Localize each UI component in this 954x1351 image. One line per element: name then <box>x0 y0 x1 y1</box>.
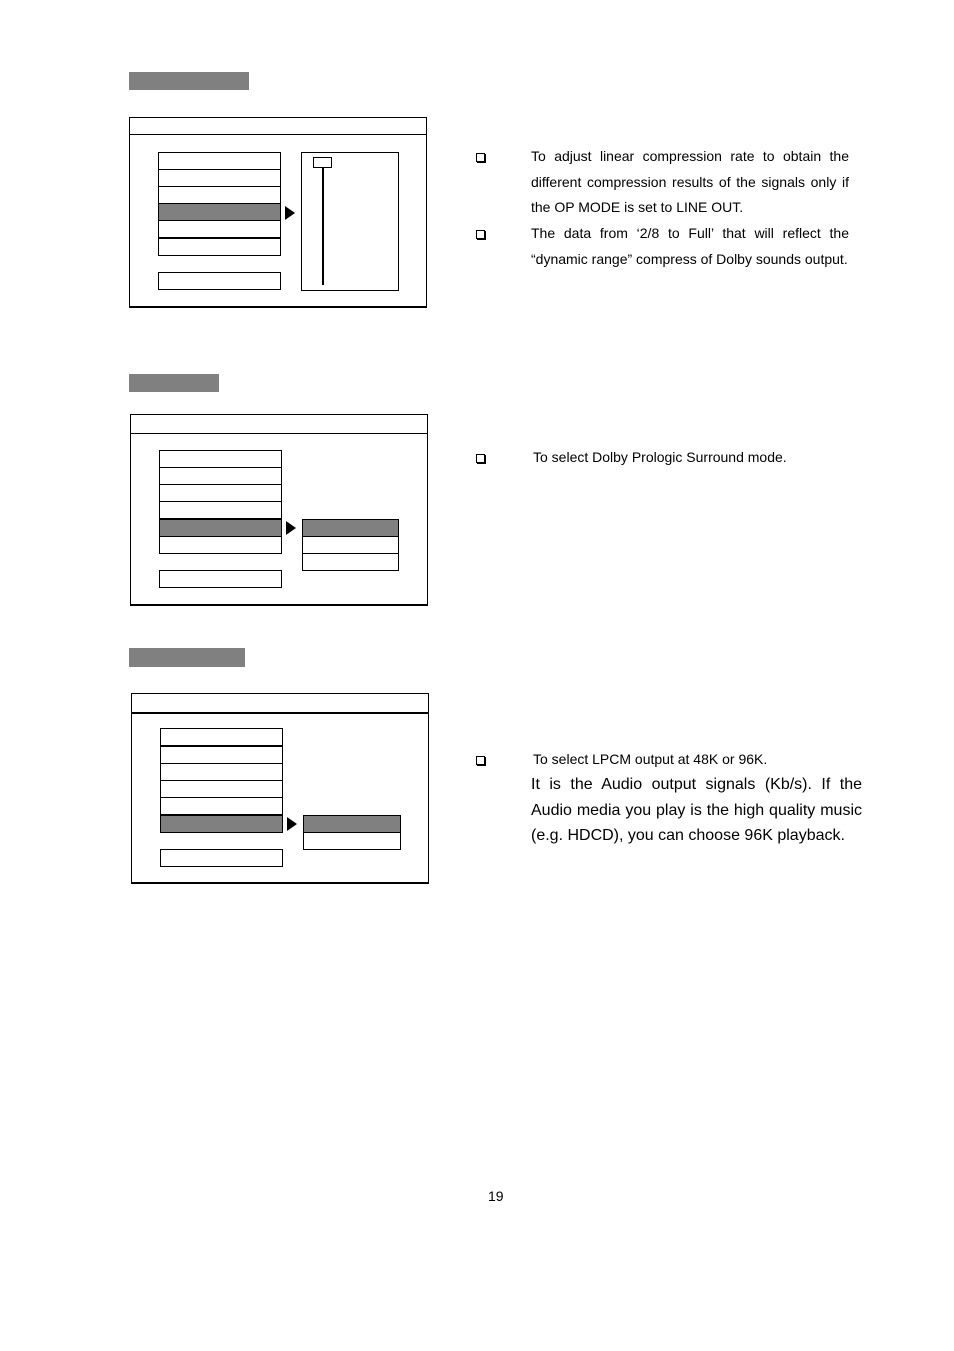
note-text: It is the Audio output signals (Kb/s). If the Audio media you play is the high quality music (e.g. HDCD), you can choose 96K playback. <box>531 776 862 844</box>
bullet-text: The data from ‘2/8 to Full’ that will reflect the “dynamic range” compress of Dolby sounds output. <box>531 225 849 267</box>
menu-item[interactable] <box>159 484 282 502</box>
menu-item[interactable] <box>158 238 281 256</box>
checkbox-bullet-icon <box>476 454 485 463</box>
checkbox-bullet-icon <box>476 230 485 239</box>
menu-exit-item[interactable] <box>158 272 281 290</box>
osd-menu-title-bar <box>132 694 428 714</box>
compression-slider-panel <box>301 152 399 291</box>
section-heading-bar <box>129 72 249 90</box>
menu-item[interactable] <box>160 728 283 746</box>
section-heading-bar <box>129 374 219 392</box>
selection-arrow-icon <box>286 521 296 535</box>
menu-item[interactable] <box>160 780 283 798</box>
submenu-option-selected[interactable] <box>303 815 401 833</box>
menu-item[interactable] <box>158 220 281 238</box>
menu-item-selected[interactable] <box>159 519 282 537</box>
selection-arrow-icon <box>285 206 295 220</box>
menu-item[interactable] <box>160 746 283 764</box>
section-heading-bar <box>129 648 245 667</box>
slider-track <box>322 163 324 285</box>
menu-item[interactable] <box>160 763 283 781</box>
menu-item[interactable] <box>159 536 282 554</box>
menu-item[interactable] <box>160 797 283 815</box>
osd-menu-title-bar <box>131 415 427 434</box>
slider-handle[interactable] <box>313 157 332 168</box>
osd-menu-frame <box>129 117 427 308</box>
bullet-text: To select LPCM output at 48K or 96K. <box>533 751 768 767</box>
checkbox-bullet-icon <box>476 153 485 162</box>
bullet-text: To select Dolby Prologic Surround mode. <box>533 449 787 465</box>
submenu-option[interactable] <box>302 553 399 571</box>
menu-item[interactable] <box>159 467 282 485</box>
bullet-text: To adjust linear compression rate to obtain the different compression results of the signals only if the OP MODE is set to LINE OUT. <box>531 148 849 215</box>
selection-arrow-icon <box>287 817 297 831</box>
submenu-option[interactable] <box>302 536 399 554</box>
checkbox-bullet-icon <box>476 756 485 765</box>
osd-menu-frame <box>131 693 429 884</box>
menu-item[interactable] <box>158 152 281 170</box>
osd-menu-title-bar <box>130 118 426 135</box>
menu-item-selected[interactable] <box>158 203 281 221</box>
page-number: 19 <box>488 1188 504 1204</box>
menu-item[interactable] <box>158 169 281 187</box>
submenu-option[interactable] <box>303 832 401 850</box>
submenu-option-selected[interactable] <box>302 519 399 537</box>
menu-item-selected[interactable] <box>160 815 283 833</box>
menu-item[interactable] <box>159 450 282 468</box>
menu-item[interactable] <box>158 186 281 204</box>
osd-menu-frame <box>130 414 428 606</box>
menu-exit-item[interactable] <box>159 570 282 588</box>
menu-exit-item[interactable] <box>160 849 283 867</box>
menu-item[interactable] <box>159 501 282 519</box>
